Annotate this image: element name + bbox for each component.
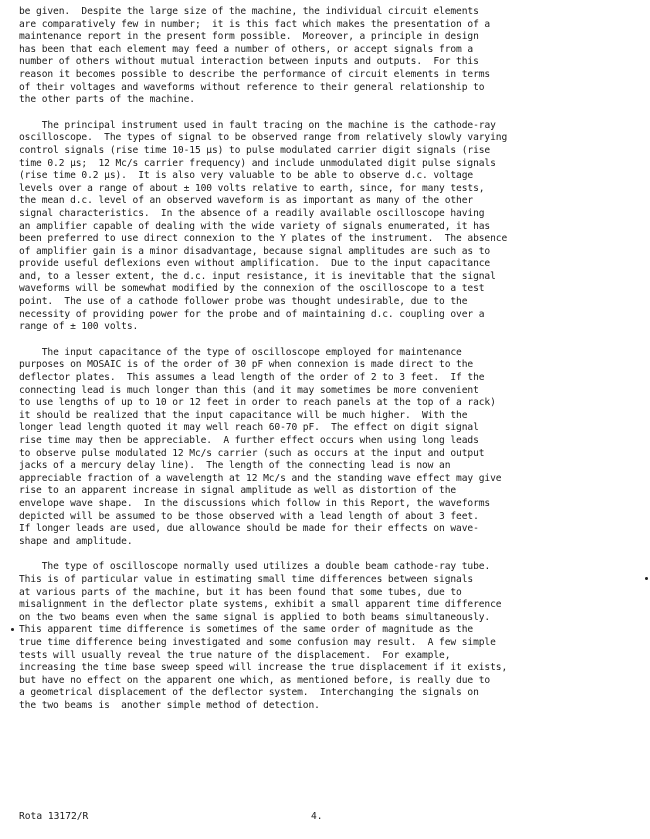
- paragraph-3: The input capacitance of the type of oscilloscope employed for maintenance purposes on MOSAIC is of the order of 30 pF when connexion is made direct to the deflector plates. This assumes a lead length of the order of 2 to 3 feet. If the connecting lead is much longer than this (and it may sometimes be more convenient to use lengths of up to 10 or 12 feet in order to reach panels at the top of a rack) it should be realized that the input capacitance will be much higher. With the longer lead length quoted it may well reach 60-70 pF. The effect on digit signal rise time may then be appreciable. A further effect occurs when using long leads to observe pulse modulated 12 Mc/s carrier (such as occurs at the input and output jacks of a mercury delay line). The length of the connecting lead is now an appreciable fraction of a wavelength at 12 Mc/s and the standing wave effect may give rise to an apparent increase in signal amplitude as well as distortion of the envelope wave shape. In the discussions which follow in this Report, the waveforms depicted will be assumed to be those observed with a lead length of about 3 feet. If longer leads are used, due allowance should be made for their effects on wave- shape and amplitude.: [19, 346, 502, 547]
- document-body: [19, 6, 631, 712]
- paragraph-4: The type of oscilloscope normally used utilizes a double beam cathode-ray tube. This is of particular value in estimating small time differences between signals at various parts of the machine, but it has been found that some tubes, due to misalignment in the deflector plate systems, exhibit a small apparent time difference on the two beams even when the same signal is applied to both beams simultaneously. This apparent time difference is sometimes of the same order of magnitude as the true time difference being investigated and some confusion may result. A few simple tests will usually reveal the true nature of the displacement. For example, increasing the time base sweep speed will increase the true displacement if it exists, but have no effect on the apparent one which, as mentioned before, is really due to a geometrical displacement of the deflector system. Interchanging the signals on the two beams is another simple method of detection.: [19, 561, 508, 711]
- paragraph-2: The principal instrument used in fault tracing on the machine is the cathode-ray oscilloscope. The types of signal to be observed range from relatively slowly varying control signals (rise time 10-15 µs) to pulse modulated carrier digit signals (rise time 0.2 µs; 12 Mc/s carrier frequency) and include unmodulated digit pulse signals (rise time 0.2 µs). It is also very valuable to be able to observe d.c. voltage levels over a range of about ± 100 volts relative to earth, since, for many tests, the mean d.c. level of an observed waveform is as important as many of the other signal characteristics. In the absence of a readily available oscilloscope having an amplifier capable of dealing with the wide variety of signals enumerated, it has been preferred to use direct connexion to the Y plates of the instrument. The absence of amplifier gain is a minor disadvantage, because signal amplitudes are such as to provide useful deflexions even without amplification. Due to the input capacitance and, to a lesser extent, the d.c. input resistance, it is inevitable that the signal waveforms will be somewhat modified by the connexion of the oscilloscope to a test point. The use of a cathode follower probe was thought undesirable, due to the necessity of providing power for the probe and of maintaining d.c. coupling over a range of ± 100 volts.: [19, 119, 508, 333]
- paragraph-1: be given. Despite the large size of the machine, the individual circuit elements are comparatively few in number; it is this fact which makes the presentation of a maintenance report in the present form possible. Moreover, a principle in design has been that each element may feed a number of others, or accept signals from a number of others without mutual interaction between inputs and outputs. For this reason it becomes possible to describe the performance of circuit elements in terms of their voltages and waveforms without reference to their general relationship to the other parts of the machine.: [19, 6, 491, 106]
- margin-mark: [11, 628, 14, 631]
- document-reference: Rota 13172/R: [19, 811, 89, 822]
- margin-mark: [645, 577, 648, 580]
- page-number: 4.: [311, 811, 323, 822]
